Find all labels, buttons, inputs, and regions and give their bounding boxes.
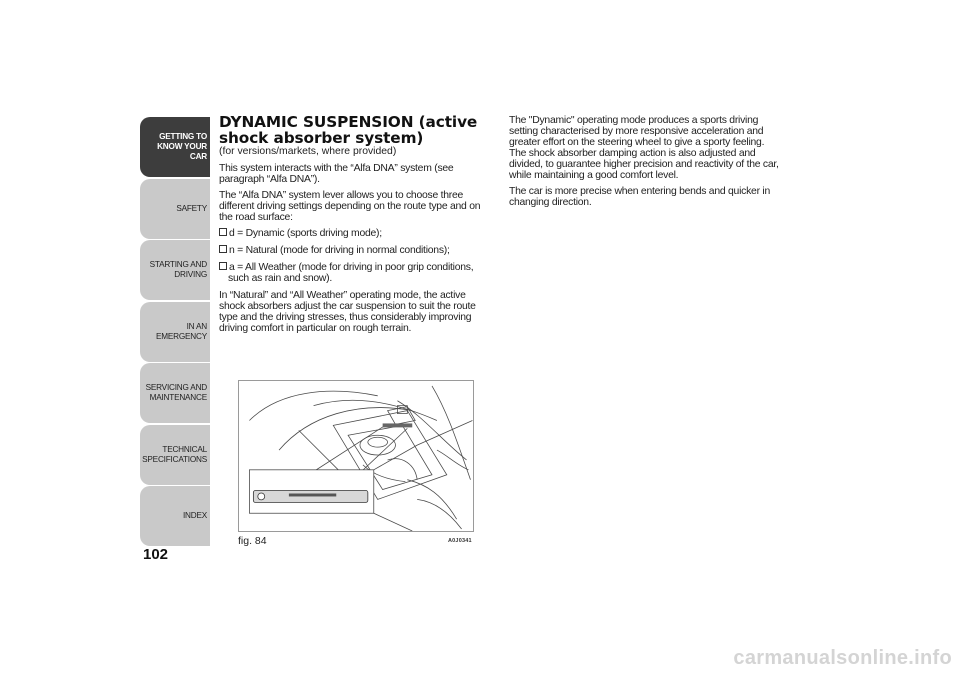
tab-label: GETTING TO KNOW YOUR CAR	[157, 132, 207, 161]
chapter-sidebar	[140, 117, 210, 548]
list-item: a = All Weather (mode for driving in poor grip conditions, such as rain and snow).	[219, 262, 491, 284]
watermark-footer: carmanualsonline.info	[733, 647, 952, 669]
left-column	[219, 114, 491, 339]
checkbox-bullet-icon	[219, 262, 227, 270]
tab-getting-to-know-your-car[interactable]	[140, 117, 210, 177]
tab-label: SAFETY	[176, 203, 207, 213]
tab-label: TECHNICAL SPECIFICATIONS	[142, 444, 207, 464]
figure-code: A0J0341	[448, 538, 472, 544]
tab-technical-specifications[interactable]	[140, 425, 210, 485]
section-heading: DYNAMIC SUSPENSION (active shock absorber system)	[219, 113, 478, 147]
tab-label: INDEX	[182, 511, 207, 520]
tab-servicing-and-maintenance[interactable]	[140, 363, 210, 423]
tab-starting-and-driving[interactable]	[140, 240, 210, 300]
figure-caption: fig. 84	[238, 535, 267, 547]
console-drawing	[239, 381, 473, 531]
right-column	[509, 115, 781, 213]
tab-label: STARTING AND DRIVING	[149, 260, 207, 279]
checkbox-bullet-icon	[219, 228, 227, 236]
tab-index[interactable]	[140, 486, 210, 546]
tab-safety[interactable]	[140, 179, 210, 239]
figure-console-illustration	[238, 380, 474, 532]
tab-in-an-emergency[interactable]	[140, 302, 210, 362]
list-item: n = Natural (mode for driving in normal conditions);	[219, 245, 491, 256]
tab-label: IN AN EMERGENCY	[156, 321, 207, 341]
paragraph-dynamic: The "Dynamic" operating mode produces a sports driving setting characterised by more responsive acceleration and greater effort on the steering wheel to give a sporty feeling. The shock absorber damping action is also adjusted and divided, to guarantee higher precision and reactivity of the car, while maintaining a good comfort level.	[509, 115, 779, 181]
paragraph-intro: This system interacts with the “Alfa DNA” system (see paragraph “Alfa DNA”).	[219, 163, 454, 185]
list-item: d = Dynamic (sports driving mode);	[219, 228, 491, 239]
paragraph-lever: The “Alfa DNA” system lever allows you to choose three different driving settings depending on the route type and on the road surface:	[219, 190, 481, 223]
checkbox-bullet-icon	[219, 245, 227, 253]
paragraph-natural-allweather: In “Natural” and “All Weather” operating mode, the active shock absorbers adjust the car suspension to suit the route type and the driving stresses, thus considerably improving driving comfort in particular on rough terrain.	[219, 290, 476, 334]
page-number: 102	[143, 546, 169, 563]
section-subheading: (for versions/markets, where provided)	[219, 146, 397, 157]
mode-list	[219, 228, 491, 284]
paragraph-precision: The car is more precise when entering bends and quicker in changing direction.	[509, 186, 770, 208]
tab-label: SERVICING AND MAINTENANCE	[145, 383, 207, 402]
